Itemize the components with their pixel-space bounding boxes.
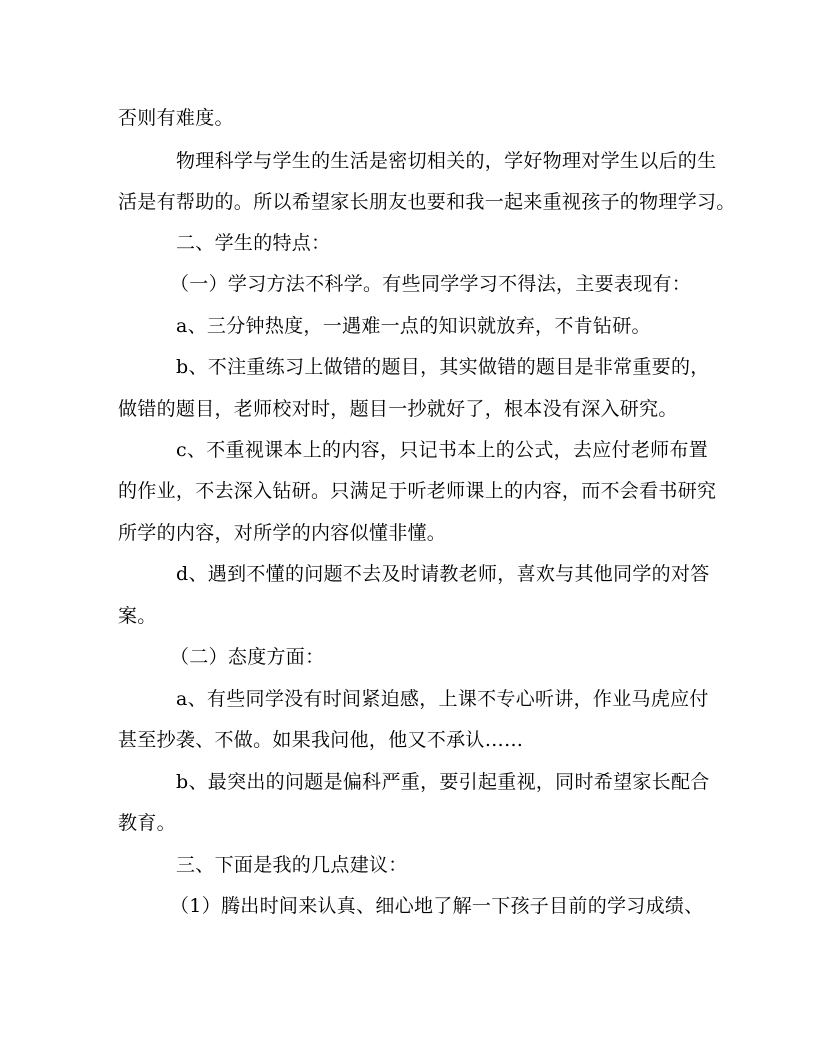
text-line: 活是有帮助的。所以希望家长朋友也要和我一起来重视孩子的物理学习。 [118,191,736,213]
paragraph-line: 物理科学与学生的生活是密切相关的，学好物理对学生以后的生 [176,150,717,172]
text-line: 的作业，不去深入钻研。只满足于听老师课上的内容，而不会看书研究 [118,480,717,502]
list-item: a、有些同学没有时间紧迫感，上课不专心听讲，作业马虎应付 [176,688,709,710]
list-item: b、最突出的问题是偏科严重，要引起重视，同时希望家长配合 [176,771,710,793]
text-line: 所学的内容，对所学的内容似懂非懂。 [118,522,447,544]
text-line: 案。 [118,605,157,627]
subsection-heading: （二）态度方面： [170,646,325,668]
text-line: 否则有难度。 [118,107,234,129]
text-line: 教育。 [118,812,176,834]
list-item: d、遇到不懂的问题不去及时请教老师，喜欢与其他同学的对答 [176,563,710,585]
list-item: （1）腾出时间来认真、细心地了解一下孩子目前的学习成绩、 [170,895,704,917]
text-line: 做错的题目，老师校对时，题目一抄就好了，根本没有深入研究。 [118,398,678,420]
list-item: a、三分钟热度，一遇难一点的知识就放弃，不肯钻研。 [176,315,651,337]
text-line: 甚至抄袭、不做。如果我问他，他又不承认…… [118,729,524,751]
list-item: c、不重视课本上的内容，只记书本上的公式，去应付老师布置 [176,439,709,461]
subsection-heading: （一）学习方法不科学。有些同学学习不得法，主要表现有： [170,273,692,295]
section-heading: 二、学生的特点： [176,232,331,254]
section-heading: 三、下面是我的几点建议： [176,854,408,876]
list-item: b、不注重练习上做错的题目，其实做错的题目是非常重要的， [176,356,710,378]
